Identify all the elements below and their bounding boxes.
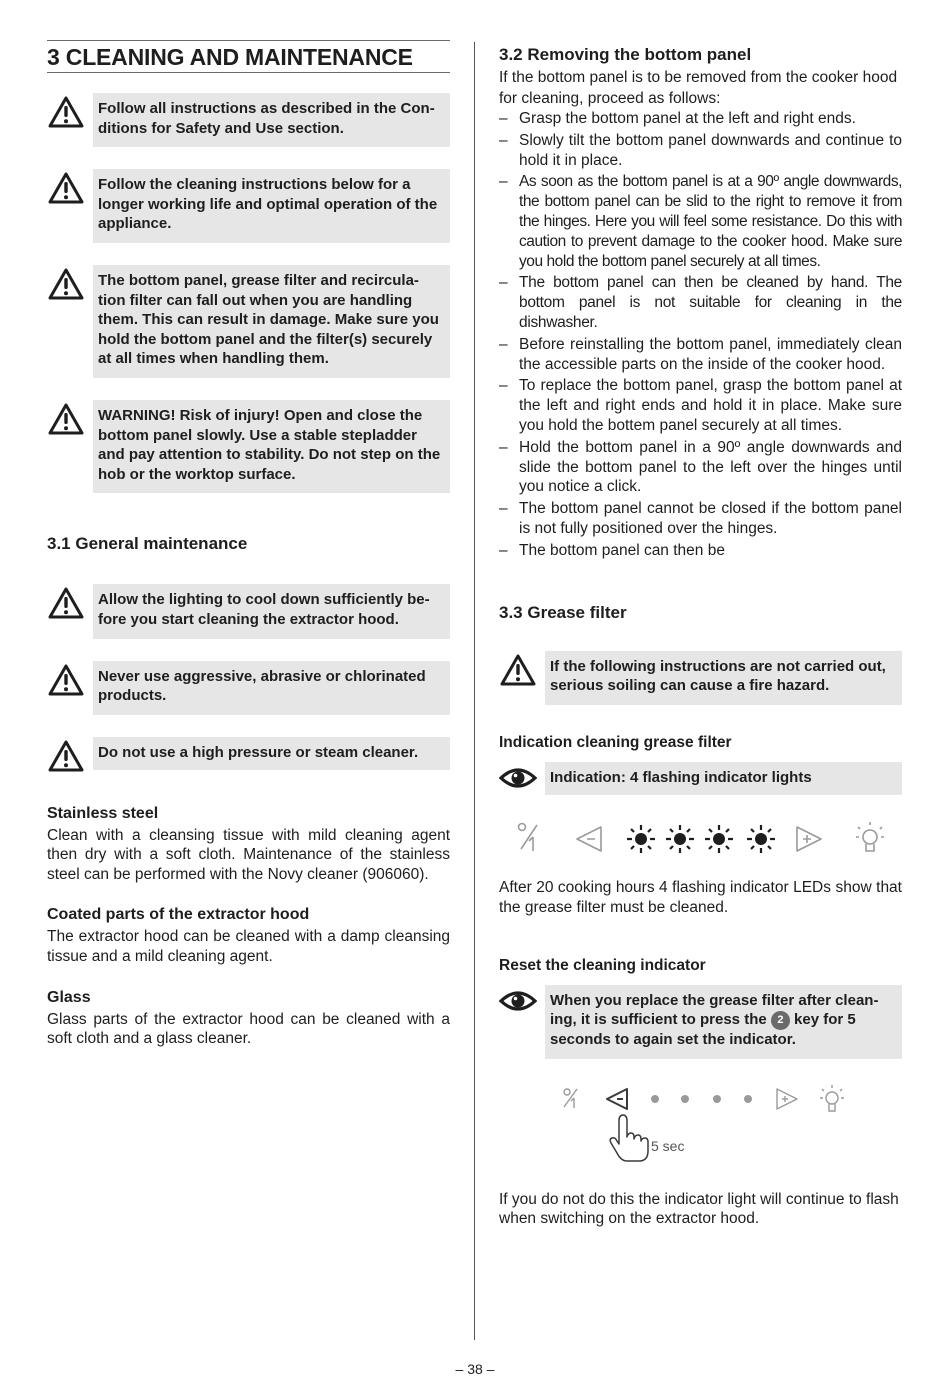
- warning-text: Never use aggressive, abrasive or chlorinated products.: [93, 661, 450, 715]
- warning-note: [47, 661, 450, 715]
- warning-note: [47, 93, 450, 147]
- flashing-led-icon: [747, 825, 775, 853]
- press-duration-label: 5 sec: [651, 1137, 685, 1154]
- light-bulb-icon: [856, 822, 884, 851]
- list-item: – The bottom panel can then be cleaned by hand. The bottom panel is not suitable for cleaning in the dishwasher.: [499, 274, 902, 331]
- stainless-steel-heading: Stainless steel: [47, 804, 159, 822]
- page-number: – 38 –: [455, 1361, 495, 1377]
- warning-note: [47, 584, 450, 638]
- indicator-panel-flashing: [515, 819, 902, 859]
- warning-text: WARNING! Risk of injury! Open and close the bottom panel slowly. Use a stable stepladder and pay attention to stability. Do not step on the hob or the worktop surface.: [93, 400, 450, 493]
- left-column: [47, 40, 450, 1049]
- stainless-steel-text: Clean with a cleansing tissue with mild cleaning agent then dry with a soft cloth. Maintenance of the stainless steel can be performed with the Novy cleaner (906060).: [47, 826, 450, 883]
- warning-text: Follow the cleaning instructions below for a longer working life and optimal operation of the appliance.: [93, 169, 450, 243]
- reset-heading: Reset the cleaning indicator: [499, 956, 706, 974]
- warning-text: Do not use a high pressure or steam cleaner.: [93, 737, 450, 771]
- arrow-left-icon: [577, 827, 601, 851]
- warning-icon: [47, 93, 93, 129]
- eye-icon: [499, 985, 545, 1015]
- pointing-hand-icon: [610, 1115, 648, 1161]
- reset-text: When you replace the grease filter after clean-ing, it is sufficient to press the 2 key for 5 seconds to again set the indicator.: [545, 985, 902, 1059]
- indication-description: After 20 cooking hours 4 flashing indicator LEDs show that the grease filter must be cleaned.: [499, 879, 902, 916]
- right-column: [499, 44, 902, 1229]
- warning-icon: [47, 169, 93, 205]
- flashing-led-icon: [705, 825, 733, 853]
- warning-icon: [47, 400, 93, 436]
- indication-note: [499, 762, 902, 796]
- warning-note: [47, 265, 450, 378]
- arrow-right-plus-icon: [777, 1089, 797, 1109]
- warning-icon: [47, 584, 93, 620]
- light-bulb-icon: [820, 1085, 844, 1111]
- arrow-left-icon: [607, 1089, 627, 1109]
- led-off-icon: [713, 1095, 721, 1103]
- warning-text: Allow the lighting to cool down sufficiently be-fore you start cleaning the extractor hood.: [93, 584, 450, 638]
- coated-parts-text: The extractor hood can be cleaned with a damp cleansing tissue and a mild cleaning agent.: [47, 928, 450, 966]
- section-heading-removing-bottom-panel: 3.2 Removing the bottom panel: [499, 45, 752, 64]
- warning-text: If the following instructions are not carried out, serious soiling can cause a fire hazard.: [545, 651, 902, 705]
- warning-icon: [499, 651, 545, 687]
- warning-note: [47, 737, 450, 773]
- list-item: – Hold the bottom panel in a 90º angle downwards and slide the bottom panel to the left over the hinges until you notice a click.: [499, 438, 902, 496]
- list-item: – The bottom panel can then be: [499, 541, 725, 559]
- flashing-led-icon: [627, 825, 655, 853]
- key-2-badge: 2: [771, 1011, 790, 1030]
- eye-icon: [499, 762, 545, 792]
- flashing-led-icon: [666, 825, 694, 853]
- glass-text: Glass parts of the extractor hood can be cleaned with a soft cloth and a glass cleaner.: [47, 1010, 450, 1048]
- indication-text: Indication: 4 flashing indicator lights: [545, 762, 902, 796]
- column-divider: [474, 42, 475, 1340]
- led-off-icon: [744, 1095, 752, 1103]
- percent-icon: [519, 824, 538, 852]
- list-item: – Grasp the bottom panel at the left and right ends.: [499, 110, 856, 127]
- warning-text: The bottom panel, grease filter and recircula-tion filter can fall out when you are handling them. This can result in damage. Make sure you hold the bottom panel and the filter(s) securely at all times when handling them.: [93, 265, 450, 378]
- warning-note: [47, 400, 450, 493]
- arrow-right-plus-icon: [797, 827, 821, 851]
- led-off-icon: [681, 1095, 689, 1103]
- closing-text: If you do not do this the indicator light will continue to flash when switching on the extractor hood.: [499, 1190, 899, 1228]
- list-item: – Before reinstalling the bottom panel, immediately clean the accessible parts on the inside of the cooker hood.: [499, 335, 902, 373]
- warning-icon: [47, 265, 93, 301]
- warning-icon: [47, 661, 93, 697]
- section-heading-grease-filter: 3.3 Grease filter: [499, 602, 627, 622]
- removal-intro-text: If the bottom panel is to be removed from the cooker hood for cleaning, proceed as follows:: [499, 69, 898, 107]
- list-item: – The bottom panel cannot be closed if the bottom panel is not fully positioned over the hinges.: [499, 500, 902, 537]
- warning-note: [47, 169, 450, 243]
- warning-text: Follow all instructions as described in the Con-ditions for Safety and Use section.: [93, 93, 450, 147]
- page-title: 3 CLEANING AND MAINTENANCE: [47, 40, 450, 73]
- list-item: – To replace the bottom panel, grasp the bottom panel at the left and right ends and hold it in place. Make sure you hold the bottem panel securely at all times.: [499, 377, 902, 434]
- list-item: – As soon as the bottom panel is at a 90º angle downwards, the bottom panel can be slid to the right to remove it from the hinges. Here you will feel some resistance. Do this with caution to prevent damage to the cooker hood. Make sure you hold the bottom panel securely at all times.: [499, 173, 902, 270]
- reset-note: [499, 985, 902, 1059]
- coated-parts-heading: Coated parts of the extractor hood: [47, 906, 310, 924]
- led-off-icon: [651, 1095, 659, 1103]
- percent-icon: [564, 1089, 577, 1108]
- glass-heading: Glass: [47, 988, 91, 1006]
- indication-heading: Indication cleaning grease filter: [499, 733, 732, 751]
- section-heading-general-maintenance: 3.1 General maintenance: [47, 534, 248, 554]
- indicator-panel-reset: [559, 1081, 902, 1163]
- warning-note: [499, 651, 902, 705]
- list-item: – Slowly tilt the bottom panel downwards and continue to hold it in place.: [499, 131, 902, 169]
- removal-steps-list: [499, 109, 902, 561]
- warning-icon: [47, 737, 93, 773]
